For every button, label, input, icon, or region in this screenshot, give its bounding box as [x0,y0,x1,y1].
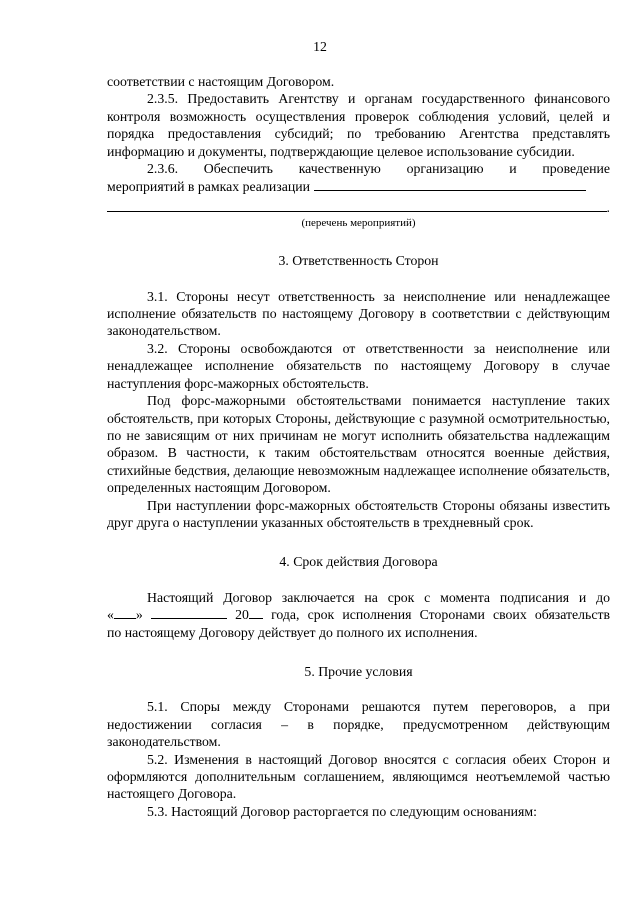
clause-3-2-notice: При наступлении форс-мажорных обстоятельств Стороны обязаны известить друг друга о наступлении указанных обстоятельств в трехдневный срок. [107,497,610,530]
clause-5-3: 5.3. Настоящий Договор расторгается по следующим основаниям: [147,803,537,819]
events-blank-line-2 [107,198,607,212]
month-blank [151,606,227,619]
section-4-heading: 4. Срок действия Договора [279,554,438,570]
section-5-heading: 5. Прочие условия [304,663,413,679]
clause-2-3-6 [107,160,610,177]
document-body [107,73,610,820]
clause-3-2: 3.2. Стороны освобождаются от ответственности за неисполнение или ненадлежащее исполнение обязательств по настоящему Договору в случае наступления форс-мажорных обстоятельств. [107,340,610,391]
clause-3-2-force-majeure: Под форс-мажорными обстоятельствами понимается наступление таких обстоятельств, при которых Стороны, действующие с разумной осмотрительностью, по не зависящим от них причинам не могут исполнить обязательства надлежащим образом. В частности, к таким обстоятельствам относятся военные действия, стихийные бедствия, делающие невозможным надлежащее исполнение обязательств, определенных настоящим Договором. [107,393,610,496]
events-caption: (перечень мероприятий) [301,217,416,230]
page-number: 12 [313,39,327,54]
section-3-heading: 3. Ответственность Сторон [278,253,439,269]
section-4-line1: Настоящий Договор заключается на срок с момента подписания и до [147,589,610,605]
section-4-line2: « » 20 года, срок исполнения Сторонами своих обязательств [107,607,611,623]
day-blank [114,606,136,619]
paragraph-continuation: соответствии с настоящим Договором. [107,74,335,89]
events-blank-row [107,198,610,216]
section-4-line3: по настоящему Договору действует до полного их исполнения. [107,624,478,640]
clause-5-2: 5.2. Изменения в настоящий Договор вносятся с согласия обеих Сторон и оформляются дополнительным соглашением, являющимся неотъемлемой частью настоящего Договора. [107,751,610,802]
year-blank [249,606,263,619]
clause-5-1: 5.1. Споры между Сторонами решаются путем переговоров, а при недостижении согласия – в порядке, предусмотренном действующим законодательством. [107,699,610,750]
events-blank-end: . [606,199,610,215]
clause-2-3-6-line1: 2.3.6. Обеспечить качественную организацию и проведение [147,161,610,177]
clause-2-3-6-line2-row [107,177,610,195]
clause-2-3-6-line2: мероприятий в рамках реализации [107,179,311,195]
clause-2-3-5: 2.3.5. Предоставить Агентству и органам государственного финансового контроля возможность осуществления проверок соблюдения условий, целей и порядка предоставления субсидий; по требованию Агентства представлять информацию и документы, подтверждающие целевое использование субсидии. [107,91,610,159]
events-blank-line [314,177,586,191]
clause-3-1: 3.1. Стороны несут ответственность за неисполнение или ненадлежащее исполнение обязательств по настоящему Договору в соответствии с действующим законодательством. [107,288,610,339]
